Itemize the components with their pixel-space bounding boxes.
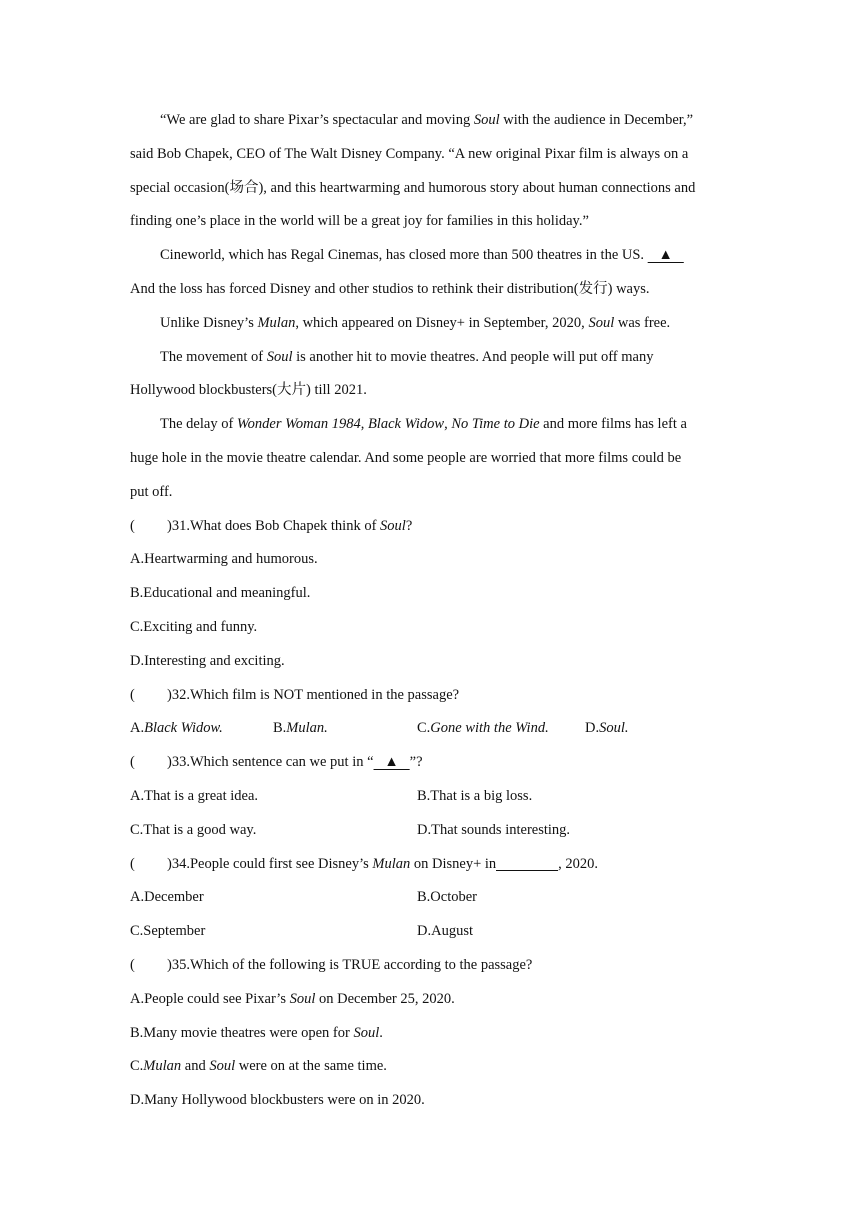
- option-letter: C.: [417, 720, 431, 737]
- passage-line: [130, 104, 730, 138]
- question-33-option-a: A.That is a great idea.: [130, 787, 259, 804]
- answer-paren: (: [130, 754, 135, 771]
- question-35-stem: [130, 949, 730, 983]
- answer-paren: (: [130, 686, 135, 703]
- option-text: Gone with the Wind.: [430, 720, 549, 737]
- question-text: )32.Which film is NOT mentioned in the passage?: [167, 686, 460, 703]
- question-text: , 2020.: [558, 855, 599, 872]
- question-33-options-row-1: [130, 780, 730, 814]
- film-title: Soul: [588, 314, 615, 331]
- film-title: Soul: [353, 1024, 380, 1041]
- question-text: )31.What does Bob Chapek think of: [167, 517, 381, 534]
- question-33-option-b: B.That is a big loss.: [417, 787, 533, 804]
- option-letter: B.: [273, 720, 287, 737]
- passage-line: huge hole in the movie theatre calendar. And some people are worried that more films could be: [130, 449, 682, 466]
- question-31-option-a: A.Heartwarming and humorous.: [130, 551, 318, 568]
- film-title: Soul: [289, 990, 316, 1007]
- passage-line: said Bob Chapek, CEO of The Walt Disney Company. “A new original Pixar film is always on a: [130, 145, 689, 162]
- answer-blank-triangle: ▲: [373, 754, 410, 771]
- passage-line: And the loss has forced Disney and other studios to rethink their distribution(发行) ways.: [130, 280, 650, 297]
- answer-paren: (: [130, 956, 135, 973]
- passage-text: with the audience in December,”: [499, 112, 694, 128]
- passage-line: finding one’s place in the world will be a great joy for families in this holiday.”: [130, 213, 589, 230]
- passage-text: “We are glad to share Pixar’s spectacular and moving: [160, 112, 474, 128]
- question-33-stem: [130, 746, 730, 780]
- passage-text: is another hit to movie theatres. And people will put off many: [292, 348, 654, 365]
- question-32-option-b: [273, 712, 328, 746]
- film-title: Mulan: [257, 314, 296, 331]
- question-text: )34.People could first see Disney’s: [167, 855, 373, 872]
- question-33-option-d: D.That sounds interesting.: [417, 821, 571, 838]
- passage-text: , which appeared on Disney+ in September, 2020,: [295, 314, 589, 331]
- question-34-option-c: C.September: [130, 923, 206, 940]
- question-35-option-b: [130, 1017, 730, 1051]
- option-text: Mulan.: [286, 720, 328, 737]
- passage-text: was free.: [614, 314, 671, 331]
- passage-text: The movement of: [160, 348, 267, 365]
- film-title: Soul: [380, 517, 406, 534]
- option-text: C.: [130, 1058, 144, 1075]
- passage-text: ,: [360, 416, 368, 433]
- question-34-option-a: A.December: [130, 889, 204, 906]
- option-text: and: [181, 1058, 210, 1075]
- passage-text: and more films has left a: [539, 416, 687, 433]
- question-31-stem: [130, 510, 730, 544]
- question-33-options-row-2: [130, 814, 730, 848]
- question-text: on Disney+ in: [410, 855, 497, 872]
- film-title: Soul: [473, 112, 500, 128]
- question-33-option-c: C.That is a good way.: [130, 821, 257, 838]
- passage-text: ,: [444, 416, 452, 433]
- question-34-stem: [130, 848, 730, 882]
- film-title: No Time to Die: [451, 416, 540, 433]
- answer-paren: (: [130, 517, 135, 534]
- passage-line: [130, 239, 730, 273]
- document-page: [130, 104, 730, 1118]
- passage-line: put off.: [130, 483, 173, 500]
- question-35-option-a: [130, 983, 730, 1017]
- option-text: Soul.: [599, 720, 629, 737]
- option-text: B.Many movie theatres were open for: [130, 1024, 354, 1041]
- passage-line: special occasion(场合), and this heartwarming and humorous story about human connections and: [130, 179, 696, 196]
- film-title: Mulan: [143, 1058, 182, 1075]
- option-letter: D.: [585, 720, 600, 737]
- film-title: Soul: [209, 1058, 236, 1075]
- option-text: A.People could see Pixar’s: [130, 990, 290, 1007]
- passage-text: Unlike Disney’s: [160, 314, 258, 331]
- film-title: Mulan: [372, 855, 411, 872]
- question-32-option-a: [130, 712, 223, 746]
- answer-paren: (: [130, 855, 135, 872]
- question-31-option-c: C.Exciting and funny.: [130, 618, 258, 635]
- film-title: Soul: [266, 348, 293, 365]
- question-34-options-row-1: [130, 881, 730, 915]
- question-35-option-d: D.Many Hollywood blockbusters were on in 2020.: [130, 1092, 425, 1109]
- question-text: )35.Which of the following is TRUE according to the passage?: [167, 956, 533, 973]
- question-32-option-c: [417, 712, 549, 746]
- question-35-option-c: [130, 1050, 730, 1084]
- option-text: were on at the same time.: [235, 1058, 387, 1075]
- question-text: ?: [405, 517, 413, 534]
- option-text: Black Widow.: [144, 720, 223, 737]
- film-title: Wonder Woman 1984: [236, 416, 361, 433]
- question-32-option-d: [585, 712, 629, 746]
- question-34-option-d: D.August: [417, 923, 473, 940]
- question-34-options-row-2: [130, 915, 730, 949]
- passage-line: Hollywood blockbusters(大片) till 2021.: [130, 382, 367, 399]
- question-text: ”?: [409, 754, 423, 771]
- question-32-options: [130, 712, 730, 746]
- passage-line: [130, 307, 730, 341]
- question-31-option-b: B.Educational and meaningful.: [130, 585, 311, 602]
- passage-text: Cineworld, which has Regal Cinemas, has closed more than 500 theatres in the US.: [160, 247, 648, 264]
- passage-line: [130, 341, 730, 375]
- passage-line: [130, 408, 730, 442]
- question-text: )33.Which sentence can we put in “: [167, 754, 374, 771]
- option-text: .: [379, 1024, 383, 1041]
- film-title: Black Widow: [367, 416, 445, 433]
- fill-in-blank: [496, 854, 558, 871]
- option-text: on December 25, 2020.: [315, 990, 455, 1007]
- question-34-option-b: B.October: [417, 889, 477, 906]
- answer-blank-triangle: ▲: [647, 247, 684, 264]
- passage-text: The delay of: [160, 416, 237, 433]
- question-31-option-d: D.Interesting and exciting.: [130, 652, 285, 669]
- question-32-stem: [130, 679, 730, 713]
- option-letter: A.: [130, 720, 145, 737]
